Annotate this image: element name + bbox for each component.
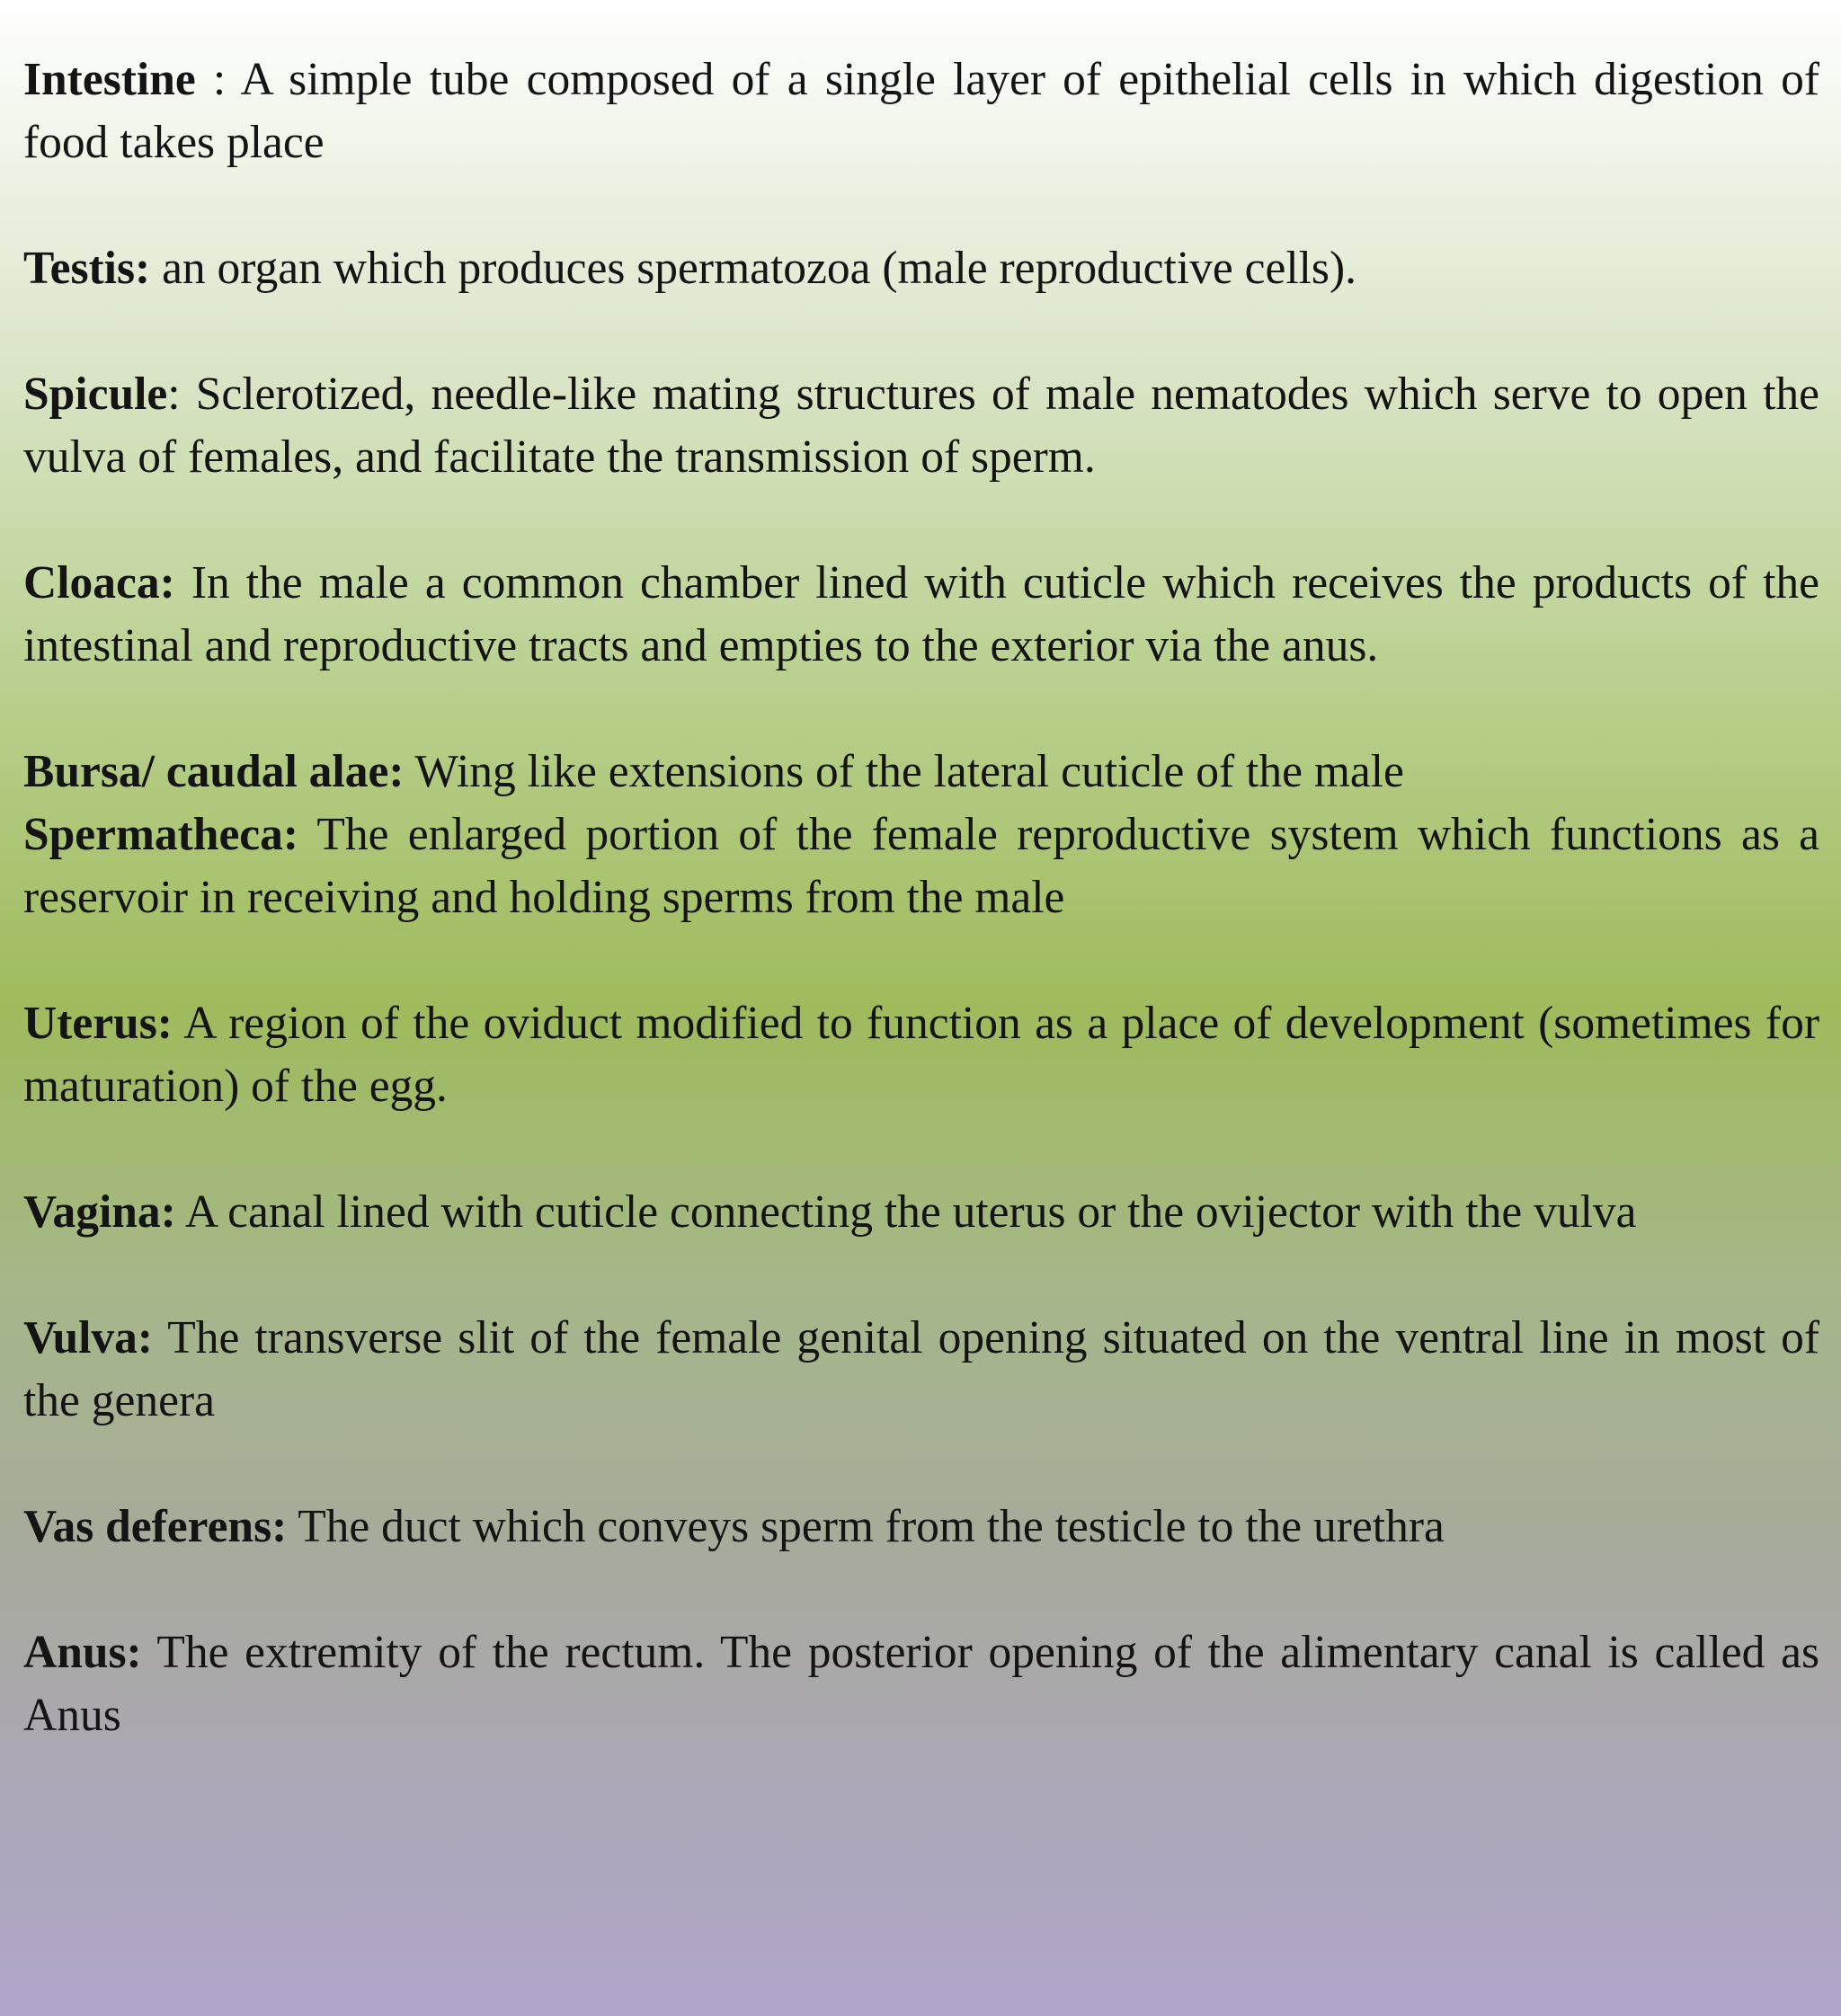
separator: : [167,369,196,420]
term: Vagina: [23,1186,176,1238]
definition: A canal lined with cuticle connecting the uterus or the ovijector with the vulva [184,1186,1637,1238]
entry-vagina [23,1181,1819,1244]
definition: Sclerotized, needle-like mating structures of male nematodes which serve to open the vulva of females, and facilitate the transmission of sperm. [23,369,1819,483]
entry-testis [23,237,1819,300]
entry-anus [23,1621,1819,1747]
entry-spermatheca [23,804,1819,929]
entry-intestine [23,49,1819,174]
term: Spermatheca: [23,809,299,860]
term: Vulva: [23,1312,154,1363]
definition: In the male a common chamber lined with cuticle which receives the products of the intestinal and reproductive tracts and empties to the exterior via the anus. [23,557,1820,671]
term: Spicule [23,369,168,420]
entry-spicule [23,363,1819,489]
separator [153,1312,167,1363]
definition: The enlarged portion of the female reproductive system which functions as a reservoir in receiving and holding sperms from the male [23,809,1819,923]
definition: The extremity of the rectum. The posterior opening of the alimentary canal is called as Anus [23,1627,1819,1741]
term: Uterus: [23,998,173,1049]
definition: A simple tube composed of a single layer of epithelial cells in which digestion of food takes place [23,54,1820,168]
separator [298,809,316,860]
separator [173,998,184,1049]
definition: The duct which conveys sperm from the testicle to the urethra [298,1501,1445,1552]
entry-uterus [23,992,1819,1118]
definition: Wing like extensions of the lateral cuticle of the male [414,746,1404,797]
term: Bursa/ caudal alae: [23,746,405,797]
separator [175,557,191,608]
glossary-document [23,49,1819,1747]
separator [142,1627,157,1678]
term: Cloaca: [23,557,175,608]
separator [404,746,414,797]
entry-cloaca [23,552,1819,678]
separator [287,1501,298,1552]
term: Vas deferens: [23,1501,288,1552]
term: Intestine [23,54,196,105]
definition: A region of the oviduct modified to function as a place of development (sometimes for maturation) of the egg. [23,998,1819,1112]
separator [176,1186,185,1238]
entry-vas-deferens [23,1496,1819,1559]
entry-bursa [23,741,1819,804]
entry-vulva [23,1307,1819,1433]
separator [150,243,162,294]
definition: The transverse slit of the female genital opening situated on the ventral line in most of the genera [23,1312,1819,1426]
term: Anus: [23,1627,142,1678]
separator: : [195,54,241,105]
definition: an organ which produces spermatozoa (male reproductive cells). [162,243,1357,294]
term: Testis: [23,243,151,294]
